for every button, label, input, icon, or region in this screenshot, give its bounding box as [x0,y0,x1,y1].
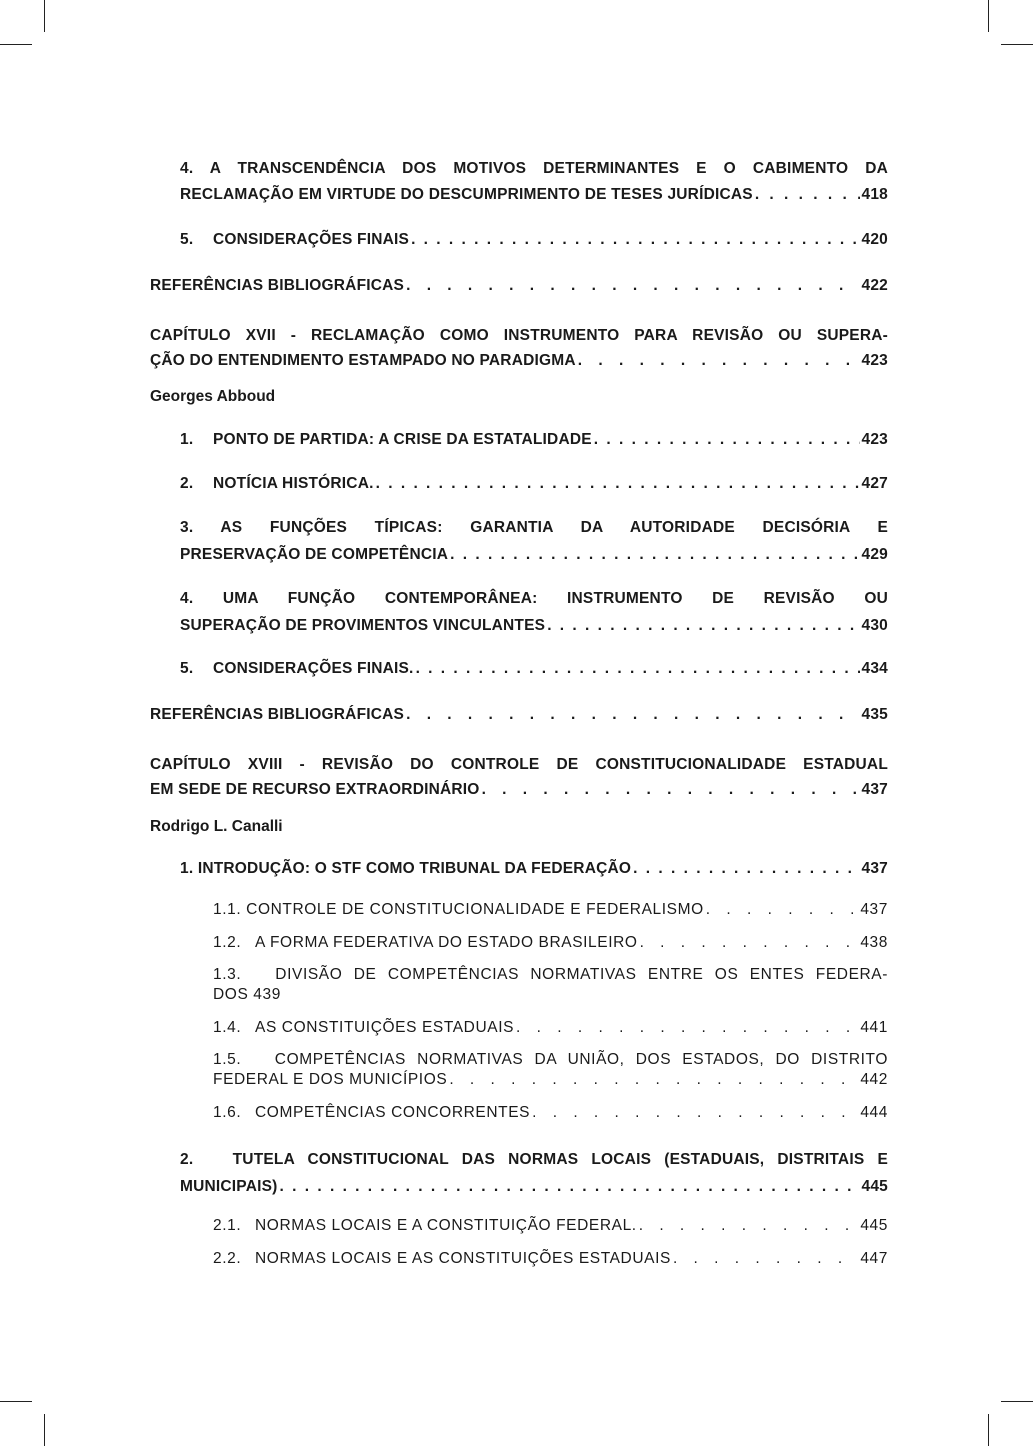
table-of-contents [150,0,888,1446]
page-number: 423 [861,352,888,369]
author-name: Rodrigo L. Canalli [150,818,283,835]
page-number: 444 [860,1104,888,1121]
page-number: 420 [861,231,888,248]
crop-mark [988,0,989,32]
toc-subentry[interactable]: 1.6. COMPETÊNCIAS CONCORRENTES . . . 444 [213,1103,888,1123]
toc-entry[interactable]: 4. UMA FUNÇÃO CONTEMPORÂNEA: INSTRUMENTO DE REVISÃO OU SUPERAÇÃO DE PROVIMENTOS VINCULANTES . . . 430 [180,585,888,639]
chapter-heading[interactable]: CAPÍTULO XVIII - REVISÃO DO CONTROLE DE CONSTITUCIONALIDADE ESTADUAL EM SEDE DE RECURSO EXTRAORDINÁRIO . . . 437 [150,752,888,802]
page-number: 437 [860,901,888,918]
toc-entry[interactable]: REFERÊNCIAS BIBLIOGRÁFICAS . . . 422 [150,273,888,299]
page-number: 418 [861,186,888,203]
toc-entry[interactable]: 5. CONSIDERAÇÕES FINAIS. . . . 434 [180,656,888,682]
page-number: 429 [861,546,888,563]
page-number: 435 [861,706,888,723]
page-number: 445 [860,1217,888,1234]
toc-entry[interactable]: 1. PONTO DE PARTIDA: A CRISE DA ESTATALIDADE . . . 423 [180,427,888,453]
page-number: 427 [861,475,888,492]
crop-mark [1001,44,1033,45]
toc-subentry[interactable]: 1.5. COMPETÊNCIAS NORMATIVAS DA UNIÃO, DOS ESTADOS, DO DISTRITO FEDERAL E DOS MUNICÍPIOS . . . 442 [213,1050,888,1090]
toc-subentry[interactable]: 2.2. NORMAS LOCAIS E AS CONSTITUIÇÕES ESTADUAIS . . . 447 [213,1249,888,1269]
page-number: 422 [861,277,888,294]
toc-entry[interactable]: 2. NOTÍCIA HISTÓRICA. . . . 427 [180,471,888,497]
toc-entry[interactable]: 4. A TRANSCENDÊNCIA DOS MOTIVOS DETERMINANTES E O CABIMENTO DA RECLAMAÇÃO EM VIRTUDE DO DESCUMPRIMENTO DE TESES JURÍDICAS . . . 418 [180,156,888,208]
toc-subentry[interactable]: 1.2. A FORMA FEDERATIVA DO ESTADO BRASILEIRO . . . 438 [213,933,888,953]
crop-mark [0,1401,32,1402]
toc-subentry[interactable]: 1.1. CONTROLE DE CONSTITUCIONALIDADE E FEDERALISMO . . . 437 [213,900,888,920]
page-number: 442 [860,1071,888,1088]
crop-mark [44,1414,45,1446]
toc-subentry[interactable]: 1.4. AS CONSTITUIÇÕES ESTADUAIS . . . 441 [213,1018,888,1038]
crop-mark [1001,1401,1033,1402]
crop-mark [44,0,45,32]
page-number: 441 [860,1019,888,1036]
page-number: 437 [861,860,888,877]
page-number: 437 [861,781,888,798]
toc-entry[interactable]: 2. TUTELA CONSTITUCIONAL DAS NORMAS LOCAIS (ESTADUAIS, DISTRITAIS E MUNICIPAIS) . . . 445 [180,1146,888,1200]
toc-entry[interactable]: 5. CONSIDERAÇÕES FINAIS . . . 420 [180,227,888,253]
page-number: 445 [861,1178,888,1195]
chapter-heading[interactable]: CAPÍTULO XVII - RECLAMAÇÃO COMO INSTRUMENTO PARA REVISÃO OU SUPERA- ÇÃO DO ENTENDIMENTO ESTAMPADO NO PARADIGMA . . . 423 [150,323,888,373]
author-name: Georges Abboud [150,388,276,405]
page-number: 423 [861,431,888,448]
toc-entry[interactable]: REFERÊNCIAS BIBLIOGRÁFICAS . . . 435 [150,702,888,728]
page-number: 430 [861,617,888,634]
page-number: 434 [861,660,888,677]
crop-mark [988,1414,989,1446]
crop-mark [0,44,32,45]
toc-subentry[interactable]: 1.3. DIVISÃO DE COMPETÊNCIAS NORMATIVAS ENTRE OS ENTES FEDERA- DOS 439 [213,966,888,1003]
page-number: 447 [860,1250,888,1267]
toc-subentry[interactable]: 2.1. NORMAS LOCAIS E A CONSTITUIÇÃO FEDERAL. . . . 445 [213,1216,888,1236]
toc-entry[interactable]: 3. AS FUNÇÕES TÍPICAS: GARANTIA DA AUTORIDADE DECISÓRIA E PRESERVAÇÃO DE COMPETÊNCIA . . . 429 [180,514,888,568]
toc-entry[interactable]: 1. INTRODUÇÃO: O STF COMO TRIBUNAL DA FEDERAÇÃO . . . 437 [180,856,888,882]
page-number: 438 [860,934,888,951]
